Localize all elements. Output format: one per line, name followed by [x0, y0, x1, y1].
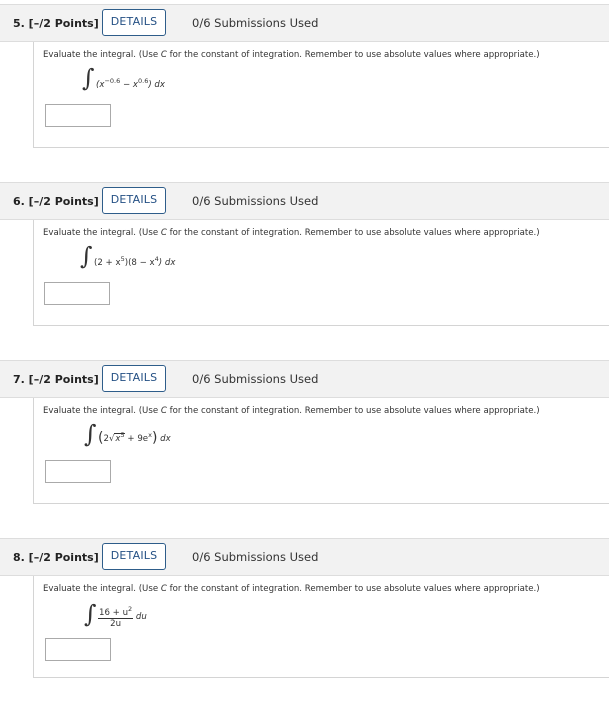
numerator — [98, 604, 133, 619]
answer-input[interactable] — [45, 104, 111, 127]
prompt-text: for the constant of integration. Remember to use absolute values where appropriate.) — [166, 228, 540, 238]
question-header — [0, 4, 609, 42]
question-number: 6. [–/2 Points] — [13, 195, 99, 208]
integral-sign: ∫ — [80, 242, 93, 270]
question-prompt — [43, 228, 540, 238]
prompt-variable: C — [160, 50, 167, 60]
question-number: 8. [–/2 Points] — [13, 551, 99, 564]
integral-sign: ∫ — [82, 64, 95, 92]
details-button[interactable]: DETAILS — [102, 9, 166, 36]
submissions-used: 0/6 Submissions Used — [192, 550, 319, 564]
term: (2 + x — [94, 258, 121, 268]
question-body — [33, 576, 609, 678]
term: dx — [157, 434, 171, 444]
question-header — [0, 360, 609, 398]
question-body — [33, 42, 609, 148]
integral-sign: ∫ — [84, 420, 97, 448]
term: − x — [120, 80, 138, 90]
exponent: 0.6 — [138, 77, 149, 85]
prompt-text: for the constant of integration. Remember to use absolute values where appropriate.) — [166, 406, 540, 416]
term: )(8 − x — [124, 258, 155, 268]
question-prompt — [43, 584, 540, 594]
fraction — [98, 604, 133, 629]
term: x — [115, 434, 121, 444]
answer-input[interactable] — [45, 460, 111, 483]
term: ) dx — [148, 80, 165, 90]
term: du — [133, 612, 147, 622]
exponent: 5 — [120, 255, 125, 263]
integral-sign: ∫ — [84, 600, 97, 628]
integrand — [96, 77, 165, 90]
question-body — [33, 398, 609, 504]
question-number: 5. [–/2 Points] — [13, 17, 99, 30]
left-paren: ( — [98, 430, 104, 446]
exponent: x — [148, 431, 152, 439]
prompt-text: Evaluate the integral. (Use — [43, 50, 161, 60]
prompt-variable: C — [160, 228, 167, 238]
prompt-variable: C — [160, 584, 167, 594]
question-body — [33, 220, 609, 326]
exponent: 2 — [128, 605, 133, 613]
answer-input[interactable] — [45, 638, 111, 661]
integrand — [94, 255, 175, 268]
term: 16 + u — [99, 608, 129, 618]
question-prompt — [43, 50, 540, 60]
exponent: 4 — [154, 255, 159, 263]
details-button[interactable]: DETAILS — [102, 543, 166, 570]
prompt-text: Evaluate the integral. (Use — [43, 228, 161, 238]
question-header — [0, 538, 609, 576]
prompt-variable: C — [160, 406, 167, 416]
answer-input[interactable] — [44, 282, 110, 305]
term: 2 — [103, 434, 109, 444]
exponent: 5 — [120, 431, 125, 439]
submissions-used: 0/6 Submissions Used — [192, 372, 319, 386]
term: + 9e — [124, 434, 149, 444]
right-paren: ) — [151, 430, 158, 446]
square-root — [109, 431, 125, 444]
term: ) dx — [158, 258, 176, 268]
details-button[interactable]: DETAILS — [102, 187, 166, 214]
prompt-text: Evaluate the integral. (Use — [43, 584, 161, 594]
exponent: −0.6 — [104, 77, 121, 85]
term: (x — [96, 80, 105, 90]
radical-sign: √ — [108, 434, 115, 444]
question-header — [0, 182, 609, 220]
prompt-text: Evaluate the integral. (Use — [43, 406, 161, 416]
question-number: 7. [–/2 Points] — [13, 373, 99, 386]
question-prompt — [43, 406, 540, 416]
submissions-used: 0/6 Submissions Used — [192, 194, 319, 208]
prompt-text: for the constant of integration. Remember to use absolute values where appropriate.) — [166, 584, 540, 594]
submissions-used: 0/6 Submissions Used — [192, 16, 319, 30]
details-button[interactable]: DETAILS — [102, 365, 166, 392]
radicand — [114, 433, 124, 444]
prompt-text: for the constant of integration. Remember to use absolute values where appropriate.) — [166, 50, 540, 60]
denominator: 2u — [110, 619, 122, 629]
integrand — [98, 430, 171, 446]
integrand — [98, 604, 147, 629]
